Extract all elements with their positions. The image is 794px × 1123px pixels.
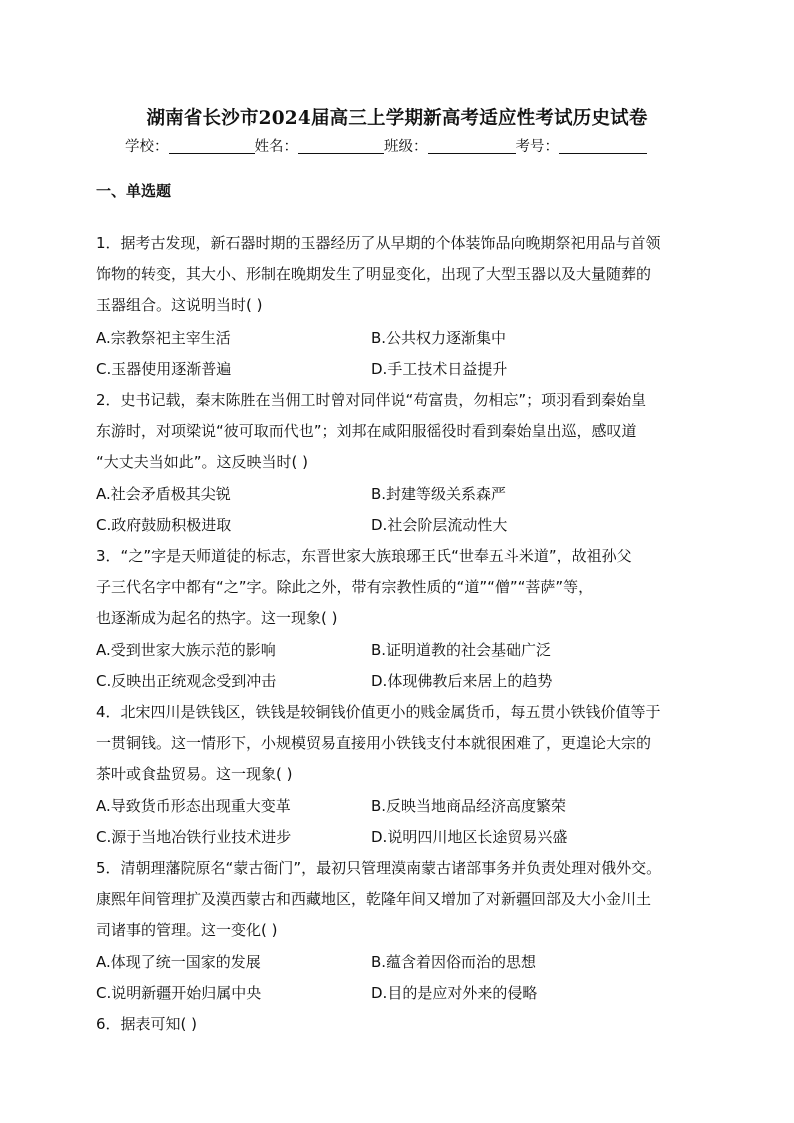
q1-option-c: C.玉器使用逐渐普遍 xyxy=(96,360,232,378)
q4-option-c: C.源于当地冶铁行业技术进步 xyxy=(96,828,292,846)
q3-option-c: C.反映出正统观念受到冲击 xyxy=(96,672,277,690)
q5-option-a: A.体现了统一国家的发展 xyxy=(96,953,261,971)
q1-option-a: A.宗教祭祀主宰生活 xyxy=(96,329,231,347)
q6-stem-line-1: 6．据表可知( ) xyxy=(96,1015,198,1033)
q3-option-b: B.证明道教的社会基础广泛 xyxy=(371,641,552,659)
number-blank xyxy=(559,139,647,154)
q3-stem-line-1: 3．“之”字是天师道徒的标志，东晋世家大族琅琊王氏“世奉五斗米道”，故祖孙父 xyxy=(96,547,632,565)
student-info-row xyxy=(125,135,647,156)
q3-option-d: D.体现佛教后来居上的趋势 xyxy=(371,672,553,690)
q5-stem-line-3: 司诸事的管理。这一变化( ) xyxy=(96,921,278,939)
school-label: 学校： xyxy=(125,139,169,155)
q4-stem-line-2: 一贯铜钱。这一情形下，小规模贸易直接用小铁钱支付本就很困难了，更遑论大宗的 xyxy=(96,734,652,752)
q2-option-d: D.社会阶层流动性大 xyxy=(371,516,508,534)
school-blank xyxy=(169,139,255,154)
q5-option-c: C.说明新疆开始归属中央 xyxy=(96,984,262,1002)
q4-option-d: D.说明四川地区长途贸易兴盛 xyxy=(371,828,568,846)
name-blank xyxy=(298,139,384,154)
q2-option-c: C.政府鼓励积极进取 xyxy=(96,516,232,534)
q3-stem-line-3: 也逐渐成为起名的热字。这一现象( ) xyxy=(96,609,338,627)
section-heading: 一、单选题 xyxy=(96,182,172,200)
q1-option-b: B.公共权力逐渐集中 xyxy=(371,329,507,347)
q5-option-b: B.蕴含着因俗而治的思想 xyxy=(371,953,537,971)
q2-option-b: B.封建等级关系森严 xyxy=(371,485,507,503)
q3-option-a: A.受到世家大族示范的影响 xyxy=(96,641,276,659)
q2-stem-line-3: “大丈夫当如此”。这反映当时( ) xyxy=(96,453,309,471)
q5-option-d: D.目的是应对外来的侵略 xyxy=(371,984,538,1002)
q1-stem-line-1: 1．据考古发现，新石器时期的玉器经历了从早期的个体装饰品向晚期祭祀用品与首领 xyxy=(96,234,661,252)
q5-stem-line-1: 5．清朝理藩院原名“蒙古衙门”，最初只管理漠南蒙古诸部事务并负责处理对俄外交。 xyxy=(96,859,662,877)
q5-stem-line-2: 康熙年间管理扩及漠西蒙古和西藏地区，乾隆年间又增加了对新疆回部及大小金川土 xyxy=(96,890,652,908)
number-label: 考号： xyxy=(515,139,559,155)
q1-stem-line-2: 饰物的转变，其大小、形制在晚期发生了明显变化，出现了大型玉器以及大量随葬的 xyxy=(96,265,652,283)
class-blank xyxy=(428,139,516,154)
q4-option-a: A.导致货币形态出现重大变革 xyxy=(96,797,291,815)
q1-option-d: D.手工技术日益提升 xyxy=(371,360,508,378)
q2-option-a: A.社会矛盾极其尖锐 xyxy=(96,485,231,503)
q2-stem-line-2: 东游时，对项梁说“彼可取而代也”；刘邦在咸阳服徭役时看到秦始皇出巡，感叹道 xyxy=(96,422,637,440)
class-label: 班级： xyxy=(384,139,428,155)
name-label: 姓名： xyxy=(254,139,298,155)
q1-stem-line-3: 玉器组合。这说明当时( ) xyxy=(96,296,263,314)
q2-stem-line-1: 2．史书记载，秦末陈胜在当佣工时曾对同伴说“苟富贵，勿相忘”；项羽看到秦始皇 xyxy=(96,391,647,409)
q3-stem-line-2: 子三代名字中都有“之”字。除此之外，带有宗教性质的“道”“僧”“菩萨”等， xyxy=(96,578,594,596)
q4-stem-line-3: 茶叶或食盐贸易。这一现象( ) xyxy=(96,765,293,783)
page-title: 湖南省长沙市2024届高三上学期新高考适应性考试历史试卷 xyxy=(146,108,648,129)
q4-stem-line-1: 4．北宋四川是铁钱区，铁钱是较铜钱价值更小的贱金属货币，每五贯小铁钱价值等于 xyxy=(96,703,661,721)
q4-option-b: B.反映当地商品经济高度繁荣 xyxy=(371,797,567,815)
